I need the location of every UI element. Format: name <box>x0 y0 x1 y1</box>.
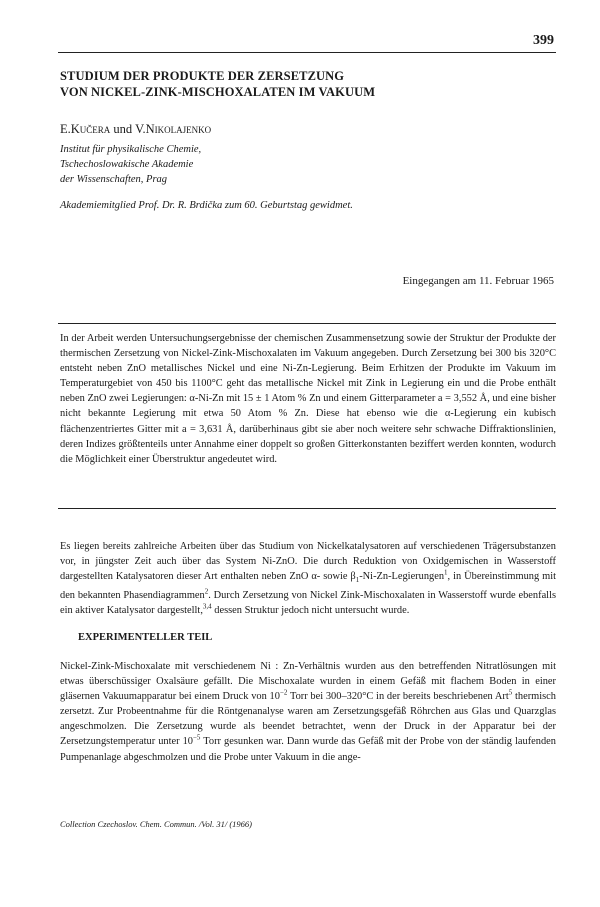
intro-paragraph <box>60 539 556 619</box>
body-exponent-2: −5 <box>192 734 201 742</box>
title-line-2: VON NICKEL-ZINK-MISCHOXALATEN IM VAKUUM <box>60 85 376 99</box>
affiliation-line-1: Institut für physikalische Chemie, <box>60 144 202 155</box>
body-text-1: Nickel-Zink-Mischoxalate mit verschiedenem Ni : Zn-Verhältnis wurden aus den betreffenden Nitratlösungen mit etwas überschüssiger Oxalsäure gefällt. Die Mischoxalate wurden in einem Gefäß mit flachem Boden in einer gläsernen Vakuumapparatur bei einem Druck von 10 <box>60 661 556 703</box>
author1-name: Kučera <box>70 122 111 136</box>
abstract <box>60 331 556 467</box>
section-heading: EXPERIMENTELLER TEIL <box>78 632 213 643</box>
affiliation-line-3: der Wissenschaften, Prag <box>60 174 168 185</box>
introduction <box>60 539 556 619</box>
intro-ref-3: 3,4 <box>202 602 212 611</box>
intro-ref-1: 1 <box>444 568 448 577</box>
body-text-3: thermisch zersetzt. Zur Probeentnahme für die Röntgenanalyse waren am Zersetzungsgefäß Röhrchen aus Glas und Quarzglas angeschmolzen. Die Zersetzung wurde als beendet betrachtet, wenn der Druck in der Apparatur bei der Zersetzungstemperatur unter 10 <box>60 691 556 748</box>
intro-text-5: dessen Struktur jedoch nicht untersucht wurde. <box>211 605 410 617</box>
abstract-text: In der Arbeit werden Untersuchungsergebnisse der chemischen Zusammensetzung sowie der Struktur der Produkte der thermischen Zersetzung von Nickel-Zink-Mischoxalaten im Vakuum angegeben. Durch Zersetzung bei 300 bis 320°C entsteht neben ZnO metallisches Nickel und eine Ni-Zn-Legierung. Beim Erhitzen der Produkte im Vakuum im Temperaturgebiet von 450 bis 1100°C geht das metallische Nickel mit Zink in Legierung ein und die Probe enthält neben ZnO zwei Legierungen: α-Ni-Zn mit 15 ± 1 Atom % Zn und einem Gitterparameter a = 3,552 Å, und eine bisher nicht bekannte Legierung mit etwa 50 Atom % Zn. Diese hat ebenso wie die α-Legierung ein kubisch flächenzentriertes Gitter mit a = 3,631 Å, darüberhinaus gibt sie aber noch weitere sehr schwache Diffraktionslinien, deren Indizes größtenteils unter Annahme einer doppelt so großen Gitterkonstanten beziffert werden konnten, wodurch die Möglichkeit einer Überstruktur angedeutet wird. <box>60 333 556 465</box>
intro-text-4: . Durch Zersetzung von Nickel Zink-Mischoxalaten in Wasserstoff wurde ebenfalls ein aktiver Katalysator dargestellt, <box>60 590 556 617</box>
body-ref-5: 5 <box>508 688 513 697</box>
author2-name: Nikolajenko <box>145 122 212 136</box>
header-rule <box>58 52 556 53</box>
article-title <box>60 68 540 100</box>
author1-initial: E. <box>60 122 71 136</box>
body-text-2: Torr bei 300–320°C in der bereits beschriebenen Art <box>287 691 509 703</box>
abstract-top-rule <box>58 323 556 324</box>
intro-text-1: Es liegen bereits zahlreiche Arbeiten über das Studium von Nickelkatalysatoren auf verschiedenen Trägersubstanzen vor, in jüngster Zeit auch über das System Ni-ZnO. Die durch Reduktion von Oxidgemischen in Wasserstoff dargestellten Katalysatoren dieser Art enthalten neben ZnO α- sowie β <box>60 541 556 583</box>
title-line-1: STUDIUM DER PRODUKTE DER ZERSETZUNG <box>60 69 345 83</box>
authors <box>60 122 211 137</box>
author2-initial: V. <box>135 122 146 136</box>
received-date: Eingegangen am 11. Februar 1965 <box>402 275 554 287</box>
affiliation-line-2: Tschechoslowakische Akademie <box>60 159 194 170</box>
body-exponent-1: −2 <box>279 688 288 697</box>
intro-ref-2: 2 <box>204 587 209 596</box>
journal-footer: Collection Czechoslov. Chem. Commun. /Vol. 31/ (1966) <box>60 819 253 829</box>
intro-text-3: , in Übereinstimmung mit den bekannten Phasendiagrammen <box>60 571 556 602</box>
body-text-4: Torr gesunken war. Dann wurde das Gefäß mit der Probe von der ständig laufenden Pumpenanlage abgeschmolzen und die Probe unter Vakuum in die ange- <box>60 736 556 763</box>
experimental-section <box>60 659 556 765</box>
authors-and: und <box>110 122 136 136</box>
page-number: 399 <box>533 33 554 48</box>
experimental-paragraph <box>60 659 556 765</box>
affiliation <box>60 142 201 187</box>
abstract-bottom-rule <box>58 508 556 509</box>
intro-text-2: -Ni-Zn-Legierungen <box>359 571 445 583</box>
dedication: Akademiemitglied Prof. Dr. R. Brdička zum 60. Geburtstag gewidmet. <box>60 200 353 211</box>
intro-subscript: 1 <box>355 576 360 585</box>
